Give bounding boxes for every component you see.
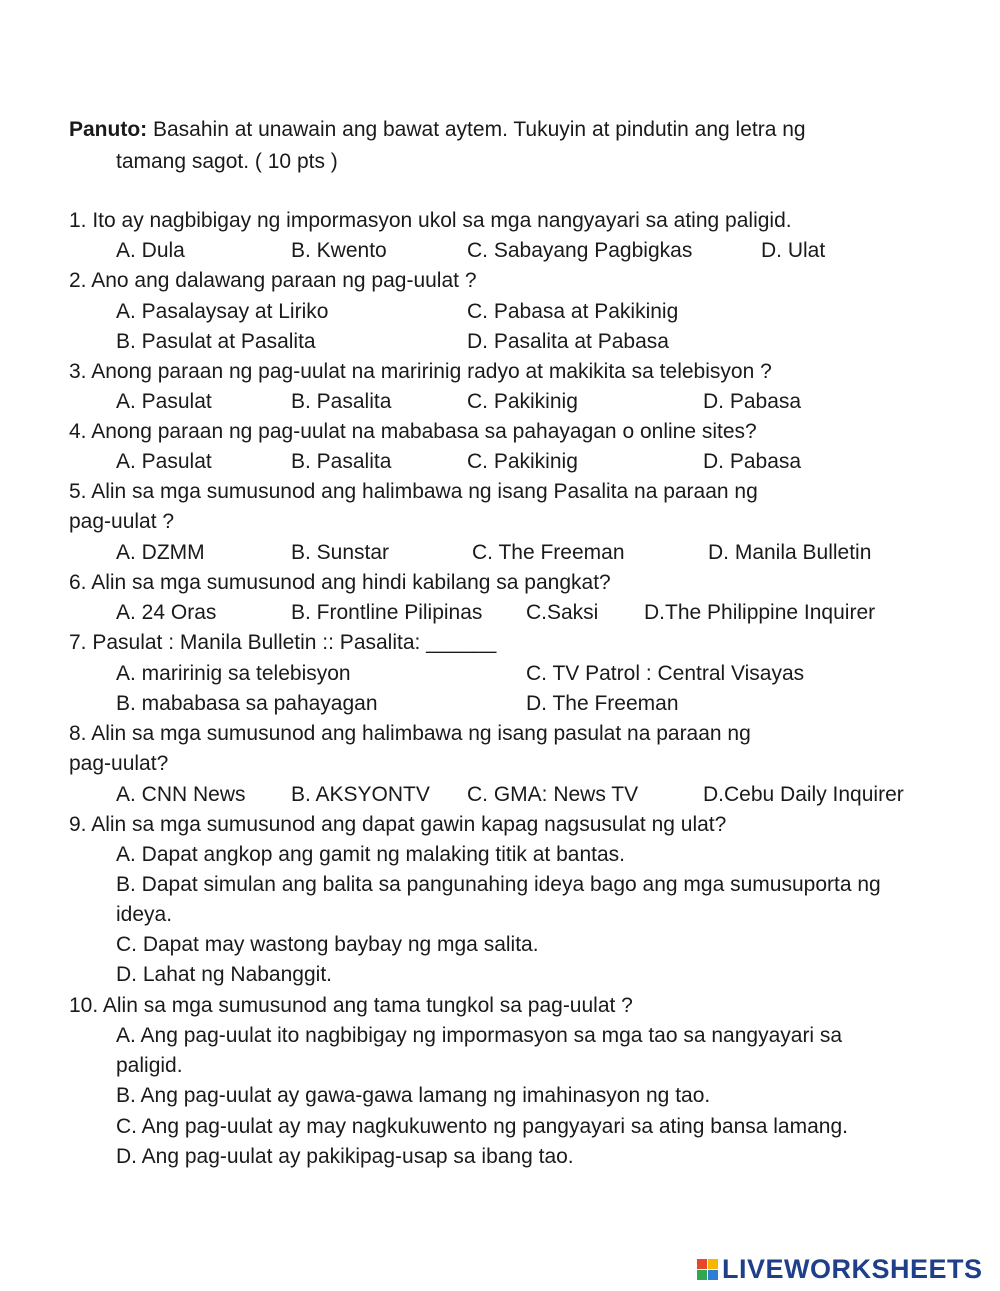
- question-8-line-2: pag-uulat?: [69, 752, 169, 775]
- logo-text: LIVEWORKSHEETS: [722, 1253, 983, 1284]
- q6-option-c[interactable]: C.Saksi: [526, 601, 599, 624]
- q8-option-d[interactable]: D.Cebu Daily Inquirer: [703, 783, 904, 806]
- question-6: 6. Alin sa mga sumusunod ang hindi kabilang sa pangkat?: [69, 571, 611, 594]
- q10-option-d[interactable]: D. Ang pag-uulat ay pakikipag-usap sa ibang tao.: [116, 1145, 574, 1168]
- q2-option-b[interactable]: B. Pasulat at Pasalita: [116, 330, 316, 353]
- q7-option-a[interactable]: A. maririnig sa telebisyon: [116, 662, 351, 685]
- q2-option-c[interactable]: C. Pabasa at Pakikinig: [467, 300, 679, 323]
- instructions-line-1: [69, 115, 806, 145]
- q4-option-a[interactable]: A. Pasulat: [116, 450, 212, 473]
- q7-option-b[interactable]: B. mababasa sa pahayagan: [116, 692, 378, 715]
- instructions-line-2: tamang sagot. ( 10 pts ): [116, 150, 338, 173]
- instructions-text: Basahin at unawain ang bawat aytem. Tukuyin at pindutin ang letra ng: [153, 118, 806, 141]
- q5-option-c[interactable]: C. The Freeman: [472, 541, 625, 564]
- liveworksheets-logo: [697, 1252, 983, 1286]
- q4-option-d[interactable]: D. Pabasa: [703, 450, 802, 473]
- q2-option-d[interactable]: D. Pasalita at Pabasa: [467, 330, 669, 353]
- q5-option-a[interactable]: A. DZMM: [116, 541, 205, 564]
- q7-option-d[interactable]: D. The Freeman: [526, 692, 679, 715]
- q5-option-d[interactable]: D. Manila Bulletin: [708, 541, 872, 564]
- question-10: 10. Alin sa mga sumusunod ang tama tungkol sa pag-uulat ?: [69, 994, 633, 1017]
- q8-option-c[interactable]: C. GMA: News TV: [467, 783, 639, 806]
- q4-option-b[interactable]: B. Pasalita: [291, 450, 392, 473]
- instructions-label: Panuto:: [69, 118, 148, 141]
- logo-square: [708, 1259, 718, 1269]
- q3-option-b[interactable]: B. Pasalita: [291, 390, 392, 413]
- q10-option-a-cont[interactable]: paligid.: [116, 1054, 183, 1077]
- q7-option-c[interactable]: C. TV Patrol : Central Visayas: [526, 662, 805, 685]
- q10-option-b[interactable]: B. Ang pag-uulat ay gawa-gawa lamang ng imahinasyon ng tao.: [116, 1084, 711, 1107]
- question-8-line-1: 8. Alin sa mga sumusunod ang halimbawa ng isang pasulat na paraan ng: [69, 722, 751, 745]
- question-5-line-1: 5. Alin sa mga sumusunod ang halimbawa ng isang Pasalita na paraan ng: [69, 480, 758, 503]
- q6-option-d[interactable]: D.The Philippine Inquirer: [644, 601, 876, 624]
- q10-option-c[interactable]: C. Ang pag-uulat ay may nagkukuwento ng pangyayari sa ating bansa lamang.: [116, 1115, 848, 1138]
- q9-option-b[interactable]: B. Dapat simulan ang balita sa pangunahing ideya bago ang mga sumusuporta ng: [116, 873, 881, 896]
- q8-option-b[interactable]: B. AKSYONTV: [291, 783, 430, 806]
- q5-option-b[interactable]: B. Sunstar: [291, 541, 390, 564]
- logo-mark-icon: [697, 1259, 718, 1280]
- question-1: 1. Ito ay nagbibigay ng impormasyon ukol sa mga nangyayari sa ating paligid.: [69, 209, 792, 232]
- logo-square: [697, 1259, 707, 1269]
- q9-option-d[interactable]: D. Lahat ng Nabanggit.: [116, 963, 332, 986]
- logo-square: [697, 1270, 707, 1280]
- q1-option-d[interactable]: D. Ulat: [761, 239, 826, 262]
- logo-square: [708, 1270, 718, 1280]
- q1-option-a[interactable]: A. Dula: [116, 239, 185, 262]
- q3-option-a[interactable]: A. Pasulat: [116, 390, 212, 413]
- q1-option-b[interactable]: B. Kwento: [291, 239, 387, 262]
- question-4: 4. Anong paraan ng pag-uulat na mababasa sa pahayagan o online sites?: [69, 420, 757, 443]
- q9-option-a[interactable]: A. Dapat angkop ang gamit ng malaking titik at bantas.: [116, 843, 625, 866]
- q10-option-a[interactable]: A. Ang pag-uulat ito nagbibigay ng impormasyon sa mga tao sa nangyayari sa: [116, 1024, 843, 1047]
- q6-option-a[interactable]: A. 24 Oras: [116, 601, 217, 624]
- q8-option-a[interactable]: A. CNN News: [116, 783, 246, 806]
- q4-option-c[interactable]: C. Pakikinig: [467, 450, 578, 473]
- q2-option-a[interactable]: A. Pasalaysay at Liriko: [116, 300, 329, 323]
- q3-option-d[interactable]: D. Pabasa: [703, 390, 802, 413]
- q3-option-c[interactable]: C. Pakikinig: [467, 390, 578, 413]
- question-9: 9. Alin sa mga sumusunod ang dapat gawin kapag nagsusulat ng ulat?: [69, 813, 727, 836]
- q9-option-b-cont[interactable]: ideya.: [116, 903, 173, 926]
- q9-option-c[interactable]: C. Dapat may wastong baybay ng mga salita.: [116, 933, 539, 956]
- q1-option-c[interactable]: C. Sabayang Pagbigkas: [467, 239, 693, 262]
- question-3: 3. Anong paraan ng pag-uulat na maririnig radyo at makikita sa telebisyon ?: [69, 360, 772, 383]
- question-7: 7. Pasulat : Manila Bulletin :: Pasalita: ______: [69, 631, 497, 654]
- q6-option-b[interactable]: B. Frontline Pilipinas: [291, 601, 483, 624]
- question-2: 2. Ano ang dalawang paraan ng pag-uulat ?: [69, 269, 477, 292]
- question-5-line-2: pag-uulat ?: [69, 510, 175, 533]
